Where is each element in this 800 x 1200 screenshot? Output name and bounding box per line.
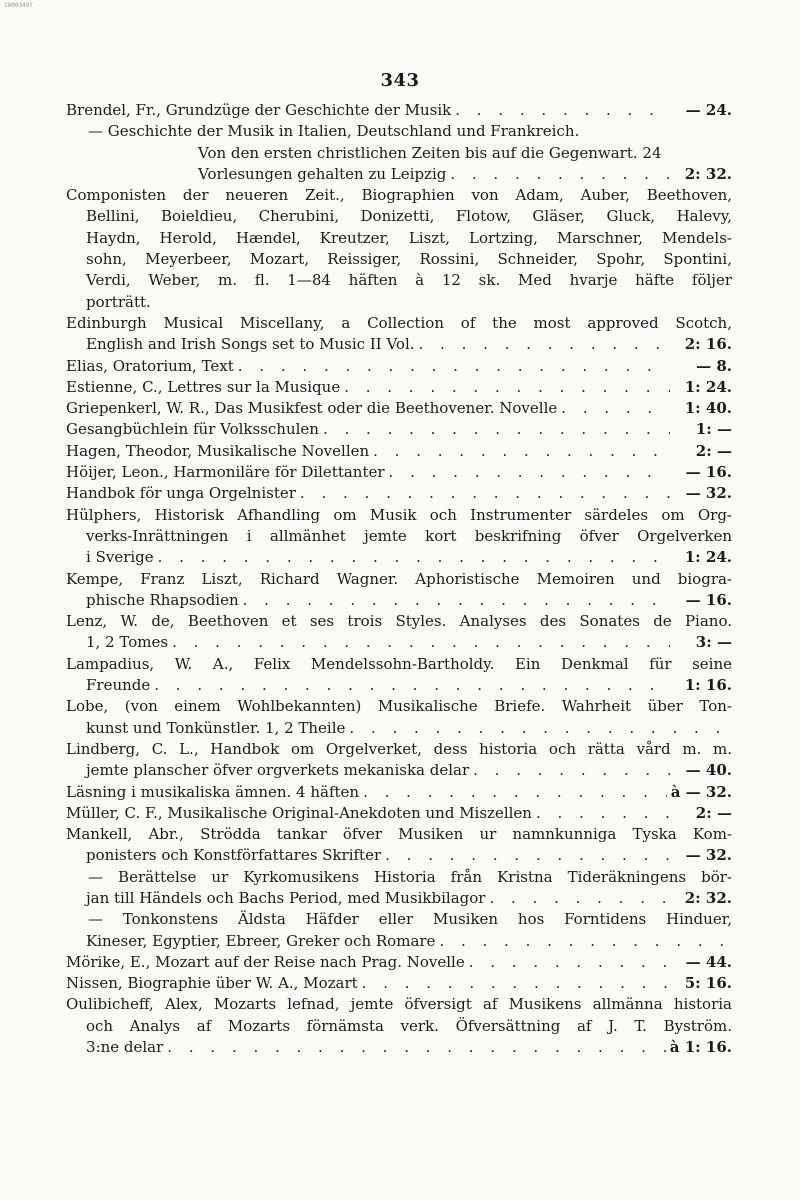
leader-dots bbox=[473, 760, 670, 781]
entry-text: Nissen, Biographie über W. A., Mozart bbox=[66, 974, 358, 993]
entry-line bbox=[66, 632, 732, 653]
leader-dots bbox=[154, 675, 670, 696]
entry-line bbox=[66, 845, 732, 866]
entry-price: à 1: 16. bbox=[669, 1038, 732, 1057]
entry-price: 2: — bbox=[695, 803, 732, 822]
entry-line bbox=[66, 611, 732, 632]
entry-text: — Tonkonstens Äldsta Häfder eller Musiken hos Forntidens Hinduer, bbox=[88, 910, 732, 929]
entry-line bbox=[66, 569, 732, 590]
leader-dots bbox=[363, 782, 667, 803]
entry-price: 1: 16. bbox=[684, 676, 732, 695]
entry-text: Hülphers, Historisk Afhandling om Musik och Instrumenter särdeles om Org- bbox=[66, 505, 732, 524]
entry-price: — 16. bbox=[685, 590, 732, 609]
entry-line bbox=[66, 334, 732, 355]
entry-line bbox=[66, 164, 732, 185]
entry-text: Brendel, Fr., Grundzüge der Geschichte der Musik bbox=[66, 101, 452, 119]
leader-dots bbox=[469, 952, 670, 973]
entry-line bbox=[66, 803, 732, 824]
leader-dots bbox=[489, 888, 670, 909]
catalog-entry bbox=[66, 377, 732, 398]
catalog-entry bbox=[66, 994, 732, 1058]
entry-price: 1: — bbox=[695, 420, 732, 439]
catalog-entry bbox=[66, 441, 732, 462]
entry-price: 2: 32. bbox=[684, 888, 732, 907]
entry-line bbox=[66, 185, 732, 206]
entry-price: — 32. bbox=[685, 484, 732, 503]
entry-text: Hagen, Theodor, Musikalische Novellen bbox=[66, 441, 370, 460]
entry-line bbox=[66, 782, 732, 803]
entry-line bbox=[66, 377, 732, 398]
catalog-entry bbox=[66, 696, 732, 739]
entry-line bbox=[66, 249, 732, 270]
entry-line bbox=[66, 526, 732, 547]
entry-text: ponisters och Konstförfattares Skrifter bbox=[86, 846, 382, 865]
entry-line bbox=[66, 292, 732, 313]
catalog-entry bbox=[66, 398, 732, 419]
entry-line bbox=[66, 867, 732, 888]
leader-dots bbox=[349, 718, 728, 739]
entry-line bbox=[66, 462, 732, 483]
catalog-entry bbox=[66, 973, 732, 994]
scan-id: 10003497 bbox=[4, 2, 33, 9]
entry-text: Lobe, (von einem Wohlbekannten) Musikalische Briefe. Wahrheit über Ton- bbox=[66, 697, 732, 716]
entry-line bbox=[66, 270, 732, 291]
entry-text: porträtt. bbox=[86, 292, 151, 311]
entry-text: Gesangbüchlein für Volksschulen bbox=[66, 420, 319, 439]
leader-dots bbox=[158, 547, 670, 568]
entry-text: English and Irish Songs set to Music II Vol. bbox=[86, 335, 415, 354]
entry-text: Edinburgh Musical Miscellany, a Collection of the most approved Scotch, bbox=[66, 313, 732, 332]
entry-price: 3: — bbox=[695, 633, 732, 652]
leader-dots bbox=[167, 1037, 665, 1058]
leader-dots bbox=[344, 377, 670, 398]
entry-text: Verdi, Weber, m. fl. 1—84 häften à 12 sk. Med hvarje häfte följer bbox=[86, 271, 732, 290]
catalog-entry bbox=[66, 356, 732, 377]
entry-line bbox=[66, 441, 732, 462]
entry-text: sohn, Meyerbeer, Mozart, Reissiger, Rossini, Schneider, Spohr, Spontini, bbox=[86, 250, 732, 269]
catalog-entry bbox=[66, 483, 732, 504]
catalog-entry bbox=[66, 100, 732, 185]
entry-text: Mankell, Abr., Strödda tankar öfver Musiken ur namnkunniga Tyska Kom- bbox=[66, 825, 732, 844]
catalog-entry bbox=[66, 824, 732, 952]
entry-text: Vorlesungen gehalten zu Leipzig bbox=[198, 164, 447, 183]
entry-line bbox=[66, 398, 732, 419]
entry-price: — 32. bbox=[685, 846, 732, 865]
entry-line bbox=[66, 654, 732, 675]
entry-line bbox=[66, 909, 732, 930]
entry-line bbox=[66, 313, 732, 334]
entry-text: Mörike, E., Mozart auf der Reise nach Prag. Novelle bbox=[66, 952, 465, 971]
entry-text: Lindberg, C. L., Handbok om Orgelverket, dess historia och rätta vård m. m. bbox=[66, 739, 732, 758]
leader-dots bbox=[362, 973, 670, 994]
entry-text: Lampadius, W. A., Felix Mendelssohn-Bartholdy. Ein Denkmal für seine bbox=[66, 654, 732, 673]
entry-text: Handbok för unga Orgelnister bbox=[66, 484, 296, 503]
entry-text: och Analys af Mozarts förnämsta verk. Öfversättning af J. T. Byström. bbox=[86, 1016, 732, 1035]
entry-price: 2: 16. bbox=[684, 335, 732, 354]
entry-text: Griepenkerl, W. R., Das Musikfest oder die Beethovener. Novelle bbox=[66, 399, 558, 418]
catalog-entry bbox=[66, 782, 732, 803]
entry-line bbox=[66, 590, 732, 611]
entry-line bbox=[66, 973, 732, 994]
catalog-entries bbox=[66, 100, 732, 1058]
entry-line bbox=[66, 143, 732, 164]
entry-line bbox=[66, 228, 732, 249]
entry-text: Kempe, Franz Liszt, Richard Wagner. Aphoristische Memoiren und biogra- bbox=[66, 569, 732, 588]
entry-line bbox=[66, 931, 732, 952]
leader-dots bbox=[439, 931, 728, 952]
entry-line bbox=[66, 121, 732, 142]
entry-line bbox=[66, 824, 732, 845]
entry-line bbox=[66, 739, 732, 760]
entry-line bbox=[66, 952, 732, 973]
entry-text: Müller, C. F., Musikalische Original-Anekdoten und Miszellen bbox=[66, 803, 532, 822]
leader-dots bbox=[172, 632, 670, 653]
entry-line bbox=[66, 206, 732, 227]
catalog-entry bbox=[66, 803, 732, 824]
page-number: 343 bbox=[380, 70, 420, 91]
entry-text: Estienne, C., Lettres sur la Musique bbox=[66, 377, 341, 396]
leader-dots bbox=[561, 398, 670, 419]
entry-line bbox=[66, 100, 732, 121]
entry-text: jan till Händels och Bachs Period, med Musikbilagor bbox=[86, 888, 486, 907]
catalog-entry bbox=[66, 462, 732, 483]
entry-text: Freunde bbox=[86, 676, 151, 695]
entry-price: 5: 16. bbox=[684, 974, 732, 993]
leader-dots bbox=[373, 441, 670, 462]
leader-dots bbox=[450, 164, 670, 185]
catalog-entry bbox=[66, 419, 732, 440]
entry-text: Höijer, Leon., Harmoniläre för Dilettanter bbox=[66, 463, 385, 482]
entry-line bbox=[66, 718, 732, 739]
entry-line bbox=[66, 760, 732, 781]
entry-line bbox=[66, 419, 732, 440]
leader-dots bbox=[238, 356, 670, 377]
entry-price: 1: 24. bbox=[684, 377, 732, 396]
entry-text: Von den ersten christlichen Zeiten bis auf die Gegenwart. 24 bbox=[198, 143, 662, 162]
entry-line bbox=[66, 994, 732, 1015]
entry-text: Oulibicheff, Alex, Mozarts lefnad, jemte öfversigt af Musikens allmänna historia bbox=[66, 995, 732, 1014]
catalog-entry bbox=[66, 185, 732, 313]
entry-text: 1, 2 Tomes bbox=[86, 633, 169, 652]
entry-text: Läsning i musikaliska ämnen. 4 häften bbox=[66, 782, 360, 801]
entry-line bbox=[66, 1016, 732, 1037]
catalog-entry bbox=[66, 611, 732, 654]
entry-price: 1: 40. bbox=[684, 399, 732, 418]
leader-dots bbox=[419, 334, 670, 355]
entry-text: jemte planscher öfver orgverkets mekaniska delar bbox=[86, 761, 470, 780]
entry-price: — 44. bbox=[685, 952, 732, 971]
entry-price: — 40. bbox=[685, 761, 732, 780]
entry-text: Componisten der neueren Zeit., Biographien von Adam, Auber, Beethoven, bbox=[66, 186, 732, 205]
entry-text: — Geschichte der Musik in Italien, Deutschland und Frankreich. bbox=[88, 122, 580, 141]
entry-text: phische Rhapsodien bbox=[86, 590, 239, 609]
entry-line bbox=[66, 483, 732, 504]
entry-text: — Berättelse ur Kyrkomusikens Historia från Kristna Tideräkningens bör- bbox=[88, 867, 732, 886]
entry-text: Haydn, Herold, Hændel, Kreutzer, Liszt, Lortzing, Marschner, Mendels- bbox=[86, 228, 732, 247]
entry-line bbox=[66, 547, 732, 568]
entry-line bbox=[66, 356, 732, 377]
leader-dots bbox=[389, 462, 670, 483]
leader-dots bbox=[243, 590, 670, 611]
entry-price: — 24. bbox=[685, 101, 732, 119]
entry-text: Elias, Oratorium, Text bbox=[66, 356, 234, 375]
entry-text: verks-Inrättningen i allmänhet jemte kort beskrifning öfver Orgelverken bbox=[86, 526, 732, 545]
entry-line bbox=[66, 505, 732, 526]
catalog-entry bbox=[66, 569, 732, 612]
entry-text: Kineser, Egyptier, Ebreer, Greker och Romare bbox=[86, 931, 436, 950]
entry-price: — 16. bbox=[685, 463, 732, 482]
catalog-entry bbox=[66, 952, 732, 973]
entry-text: Lenz, W. de, Beethoven et ses trois Styles. Analyses des Sonates de Piano. bbox=[66, 612, 732, 631]
entry-line bbox=[66, 1037, 732, 1058]
entry-text: i Sverige bbox=[86, 548, 154, 567]
entry-price: — 8. bbox=[696, 356, 732, 375]
leader-dots bbox=[300, 483, 670, 504]
entry-price: 2: — bbox=[695, 441, 732, 460]
entry-text: Bellini, Boieldieu, Cherubini, Donizetti, Flotow, Gläser, Gluck, Halevy, bbox=[86, 207, 732, 226]
entry-price: à — 32. bbox=[670, 782, 732, 801]
leader-dots bbox=[385, 845, 670, 866]
entry-line bbox=[66, 888, 732, 909]
entry-line bbox=[66, 675, 732, 696]
catalog-entry bbox=[66, 739, 732, 782]
leader-dots bbox=[323, 419, 670, 440]
entry-text: 3:ne delar bbox=[86, 1038, 164, 1057]
leader-dots bbox=[536, 803, 670, 824]
entry-line bbox=[66, 696, 732, 717]
catalog-entry bbox=[66, 313, 732, 356]
leader-dots bbox=[455, 100, 670, 121]
entry-price: 2: 32. bbox=[684, 164, 732, 183]
entry-text: kunst und Tonkünstler. 1, 2 Theile bbox=[86, 718, 346, 737]
catalog-entry bbox=[66, 505, 732, 569]
catalog-entry bbox=[66, 654, 732, 697]
entry-price: 1: 24. bbox=[684, 548, 732, 567]
